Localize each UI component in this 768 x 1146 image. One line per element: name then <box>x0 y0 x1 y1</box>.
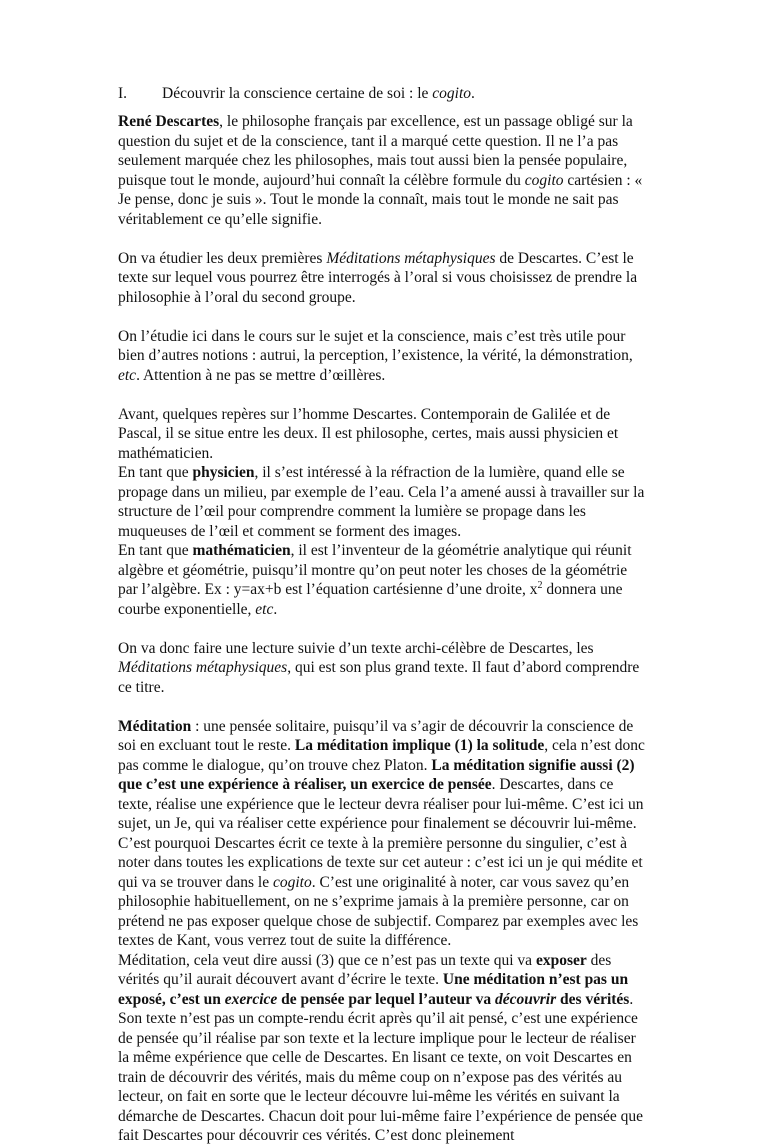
paragraph-meditation-exercise: Méditation, cela veut dire aussi (3) que ce n’est pas un texte qui va exposer des vérités qu’il aurait découvert avant d’écrire le texte. Une méditation n’est pas un exposé, c’est un exercice de pensée par lequel l’auteur va découvrir des vérités. Son texte n’est pas un compte-rendu écrit après qu’il ait pensé, c’est une expérience de pensée qu’il réalise par son texte et la lecture implique pour le lecteur de réaliser la même expérience que celle de Descartes. En lisant ce texte, on voit Descartes en train de découvrir des vérités, mais du même coup on n’expose pas des vérités au lecteur, on fait en sorte que le lecteur découvre lui-même les vérités en suivant la démarche de Descartes. Chacun doit pour lui-même faire l’expérience de pensée que fait Descartes pour découvrir ces vérités. C’est donc pleinement <box>118 951 644 1144</box>
paragraph-biography: Avant, quelques repères sur l’homme Descartes. Contemporain de Galilée et de Pascal, il se situe entre les deux. Il est philosophe, certes, mais aussi physicien et mathématicien. En tant que physicien, il s’est intéressé à la réfraction de la lumière, quand elle se propage dans un milieu, par exemple de l’eau. Cela l’a amené aussi à travailler sur la structure de l’œil pour comprendre comment la lumière se propage dans les muqueuses de l’œil et comment se forment des images. En tant que mathématicien, il est l’inventeur de la géométrie analytique qui réunit algèbre et géométrie, puisqu’il montre qu’on peut noter les choses de la géométrie par l’algèbre. Ex : y=ax+b est l’équation cartésienne d’une droite, $x^2$ donnera une courbe exponentielle, etc. <box>118 405 645 618</box>
document-body <box>118 112 649 1146</box>
paragraph-meditation-definition: Méditation : une pensée solitaire, puisqu’il va s’agir de découvrir la conscience de soi en excluant tout le reste. La méditation implique (1) la solitude, cela n’est donc pas comme le dialogue, qu’on trouve chez Platon. La méditation signifie aussi (2) que c’est une expérience à réaliser, un exercice de pensée. Descartes, dans ce texte, réalise une expérience que le lecteur devra réaliser pour lui-même. C’est ici un sujet, un Je, qui va réaliser cette expérience pour finalement se découvrir lui-même. C’est pourquoi Descartes écrit ce texte à la première personne du singulier, c’est à noter dans toutes les explications de texte sur cet auteur : c’est ici un je qui médite et qui va se trouver dans le cogito. C’est une originalité à noter, car vous savez qu’en philosophie habituellement, on ne s’exprime jamais à la première personne, car on prétend ne pas exposer quelque chose de subjectif. Comparez par exemples avec les textes de Kant, vous verrez tout de suite la différence. <box>118 717 645 949</box>
section-number: I. <box>118 85 128 102</box>
section-title-italic: cogito <box>432 85 472 102</box>
paragraph-reading: On va donc faire une lecture suivie d’un texte archi-célèbre de Descartes, les Méditations métaphysiques, qui est son plus grand texte. Il faut d’abord comprendre ce titre. <box>118 639 640 696</box>
section-title: Découvrir la conscience certaine de soi : le <box>162 85 433 102</box>
paragraph-notions: On l’étudie ici dans le cours sur le sujet et la conscience, mais c’est très utile pour bien d’autres notions : autrui, la perception, l’existence, la vérité, la démonstration, etc. Attention à ne pas se mettre d’œillères. <box>118 327 633 384</box>
paragraph-meditations: On va étudier les deux premières Méditations métaphysiques de Descartes. C’est le texte sur lequel vous pourrez être interrogés à l’oral si vous choisissez de prendre la philosophie à l’oral du second groupe. <box>118 249 638 306</box>
section-heading: I. Découvrir la conscience certaine de soi : le cogito. <box>118 85 475 102</box>
paragraph-intro: René Descartes, le philosophe français par excellence, est un passage obligé sur la question du sujet et de la conscience, tant il a marqué cette question. Il ne l’a pas seulement marquée chez les philosophes, mais tout aussi bien la pensée populaire, puisque tout le monde, aujourd’hui connaît la célèbre formule du cogito cartésien : « Je pense, donc je suis ». Tout le monde la connaît, mais tout le monde ne sait pas véritablement ce qu’elle signifie. <box>118 113 643 228</box>
